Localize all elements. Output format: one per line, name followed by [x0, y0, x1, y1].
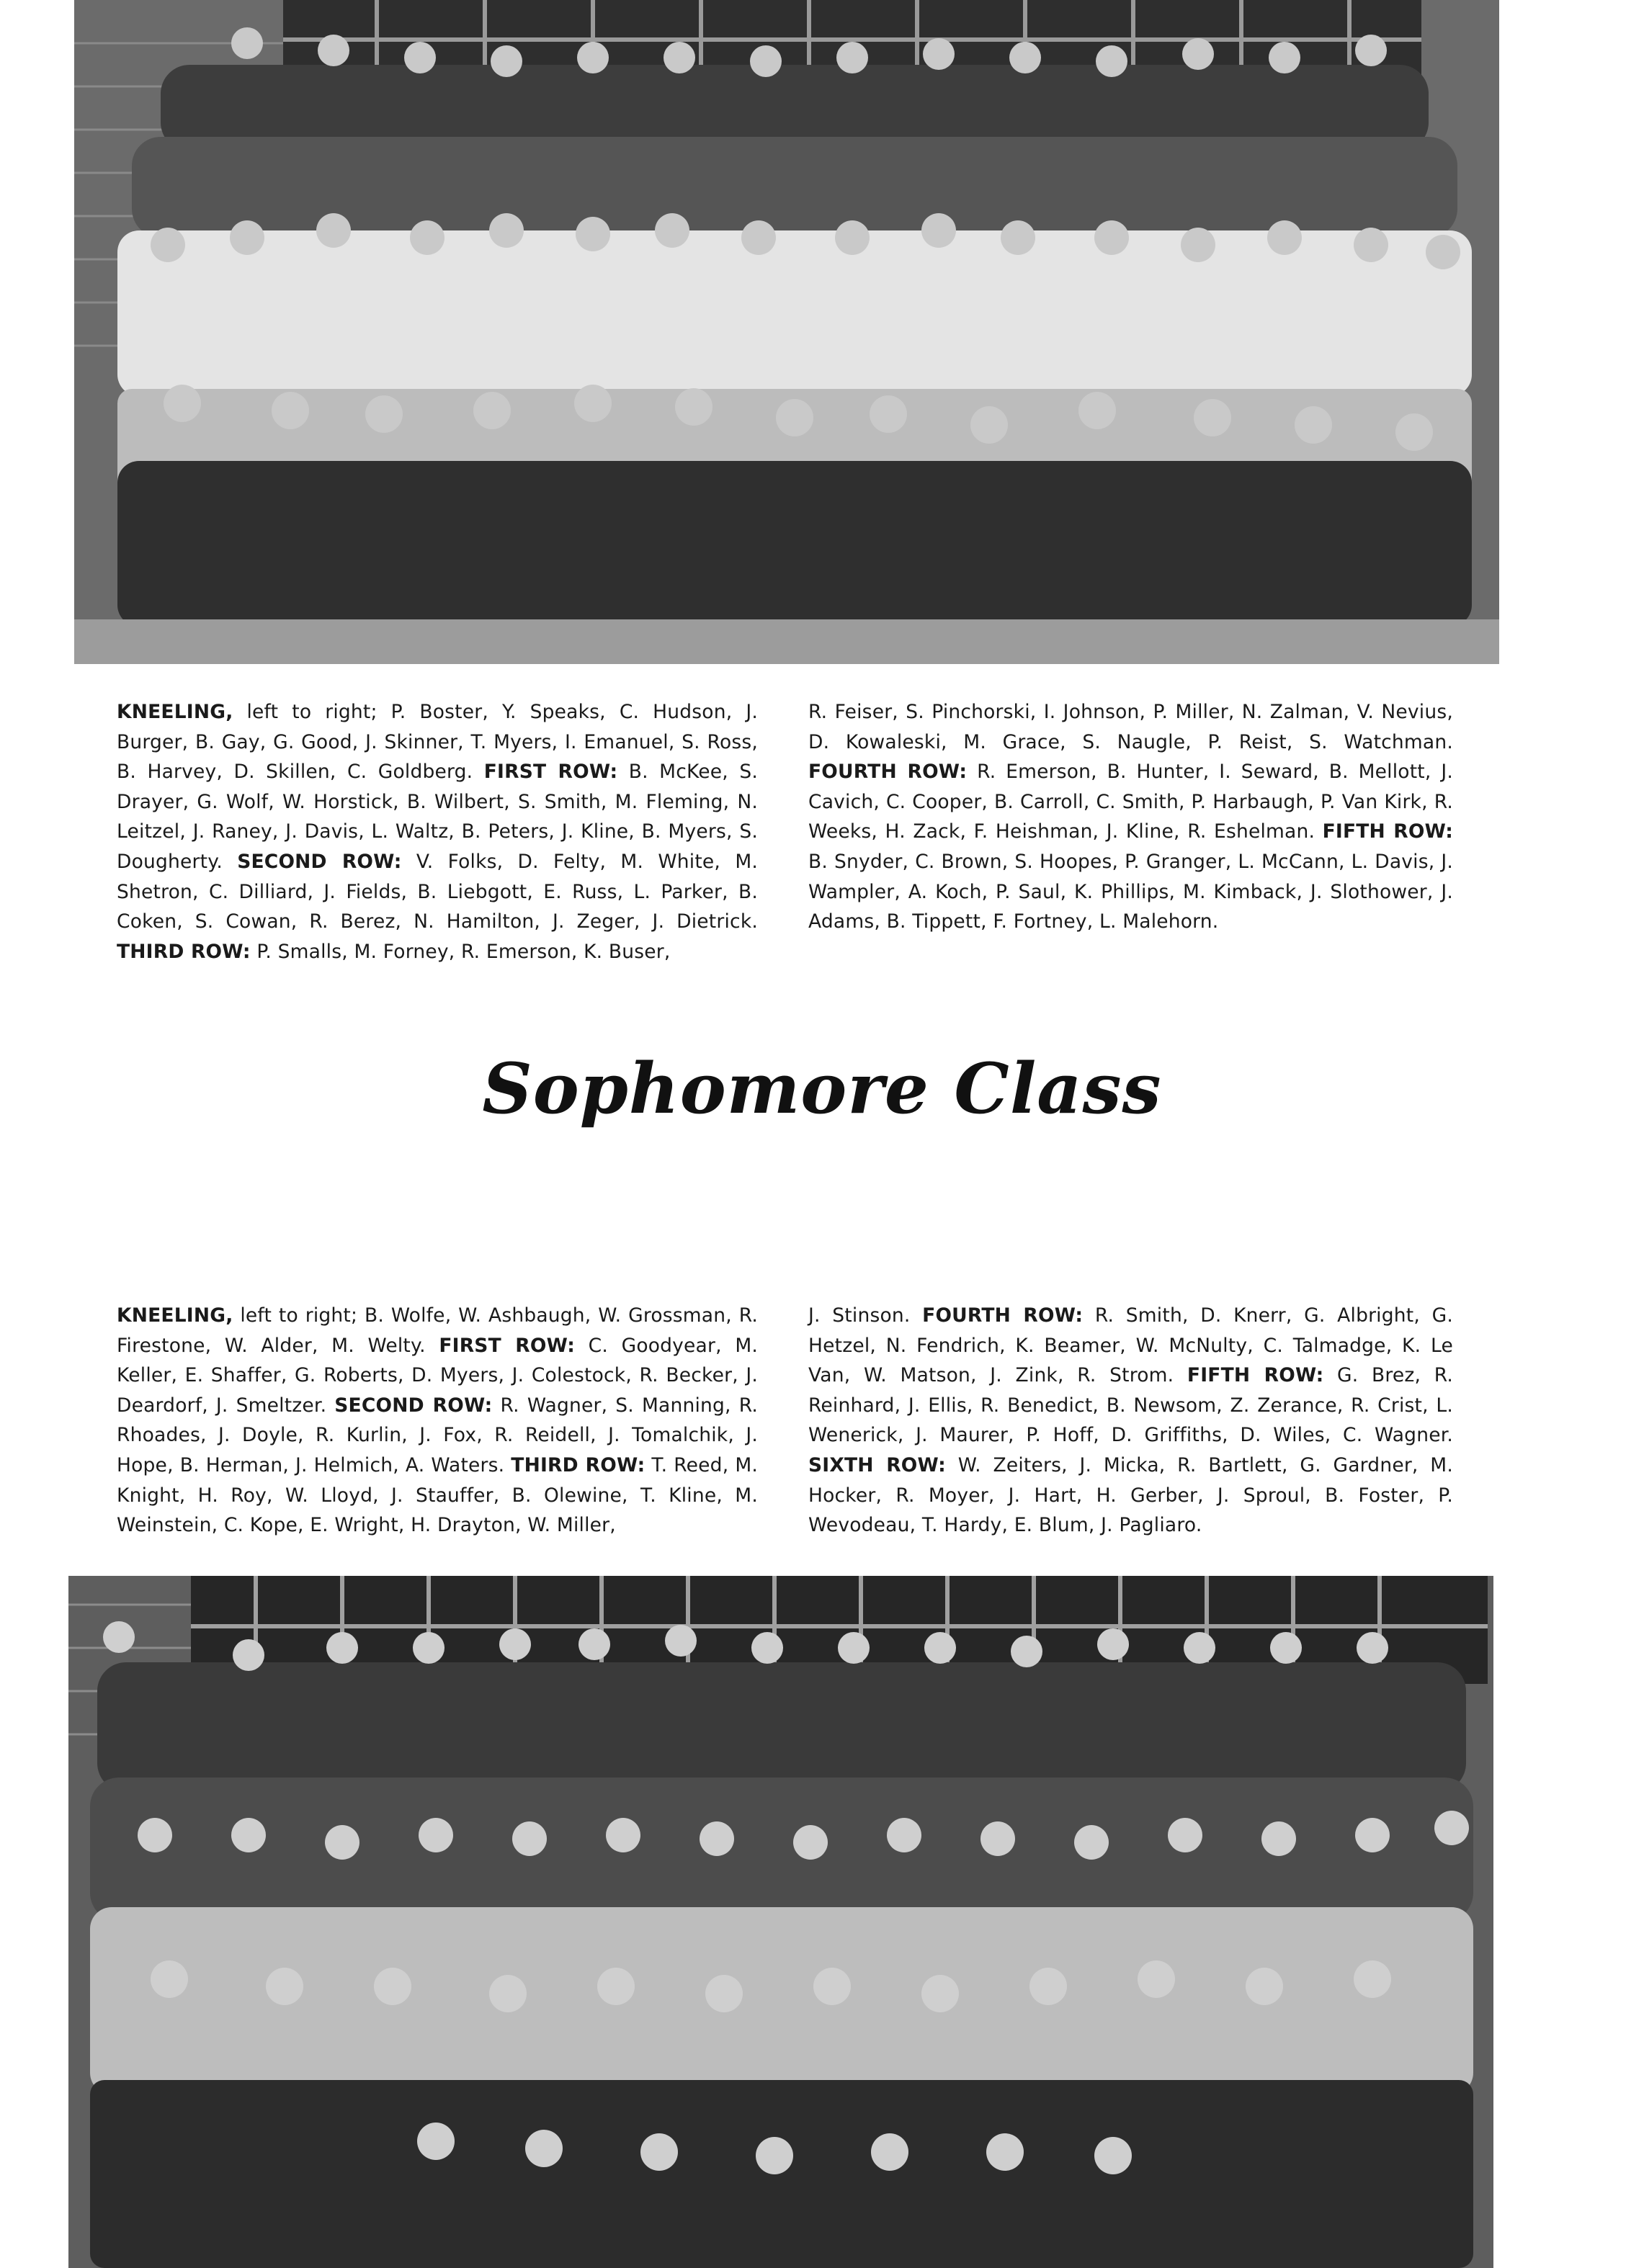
page-title: Sophomore Class	[482, 1048, 1162, 1129]
girls-caption-left: KNEELING, left to right; P. Boster, Y. Speaks, C. Hudson, J. Burger, B. Gay, G. Good, J. Skinner, T. Myers, I. Emanuel, S. Ross, B. Harvey, D. Skillen, C. Goldberg. FIRST ROW: B. McKee, S. Drayer, G. Wolf, W. Horstick, B. Wilbert, S. Smith, M. Fleming, N. Leitzel, J. Raney, J. Davis, L. Waltz, B. Peters, J. Kline, B. Myers, S. Dougherty. SECOND ROW: V. Folks, D. Felty, M. White, M. Shetron, C. Dilliard, J. Fields, B. Liebgott, E. Russ, L. Parker, B. Coken, S. Cowan, R. Berez, N. Hamilton, J. Zeger, J. Dietrick. THIRD ROW: P. Smalls, M. Forney, R. Emerson, K. Buser,	[117, 701, 759, 963]
sophomore-boys-class-photo	[68, 1576, 1493, 2268]
sophomore-caption-right: J. Stinson. FOURTH ROW: R. Smith, D. Knerr, G. Albright, G. Hetzel, N. Fendrich, K. Beamer, W. McNulty, C. Talmadge, K. Le Van, W. Matson, J. Zink, R. Strom. FIFTH ROW: G. Brez, R. Reinhard, J. Ellis, R. Benedict, B. Newsom, Z. Zerance, R. Crist, L. Wenerick, J. Maurer, P. Hoff, D. Griffiths, D. Wiles, C. Wagner. SIXTH ROW: W. Zeiters, J. Micka, R. Bartlett, G. Gardner, M. Hocker, R. Moyer, J. Hart, H. Gerber, J. Sproul, B. Foster, P. Wevodeau, T. Hardy, E. Blum, J. Pagliaro.	[808, 1304, 1453, 1537]
girls-class-photo	[74, 0, 1499, 664]
girls-caption-right: R. Feiser, S. Pinchorski, I. Johnson, P. Miller, N. Zalman, V. Nevius, D. Kowaleski, M. Grace, S. Naugle, P. Reist, S. Watchman. FOURTH ROW: R. Emerson, B. Hunter, I. Seward, B. Mellott, J. Cavich, C. Cooper, B. Carroll, C. Smith, P. Harbaugh, P. Van Kirk, R. Weeks, H. Zack, F. Heishman, J. Kline, R. Eshelman. FIFTH ROW: B. Snyder, C. Brown, S. Hoopes, P. Granger, L. McCann, L. Davis, J. Wampler, A. Koch, P. Saul, K. Phillips, M. Kimback, J. Slothower, J. Adams, B. Tippett, F. Fortney, L. Malehorn.	[808, 701, 1453, 933]
sophomore-caption-left: KNEELING, left to right; B. Wolfe, W. Ashbaugh, W. Grossman, R. Firestone, W. Alder, M. Welty. FIRST ROW: C. Goodyear, M. Keller, E. Shaffer, G. Roberts, D. Myers, J. Colestock, R. Becker, J. Deardorf, J. Smeltzer. SECOND ROW: R. Wagner, S. Manning, R. Rhoades, J. Doyle, R. Kurlin, J. Fox, R. Reidell, J. Tomalchik, J. Hope, B. Herman, J. Helmich, A. Waters. THIRD ROW: T. Reed, M. Knight, H. Roy, W. Lloyd, J. Stauffer, B. Olewine, T. Kline, M. Weinstein, C. Kope, E. Wright, H. Drayton, W. Miller,	[117, 1304, 759, 1537]
